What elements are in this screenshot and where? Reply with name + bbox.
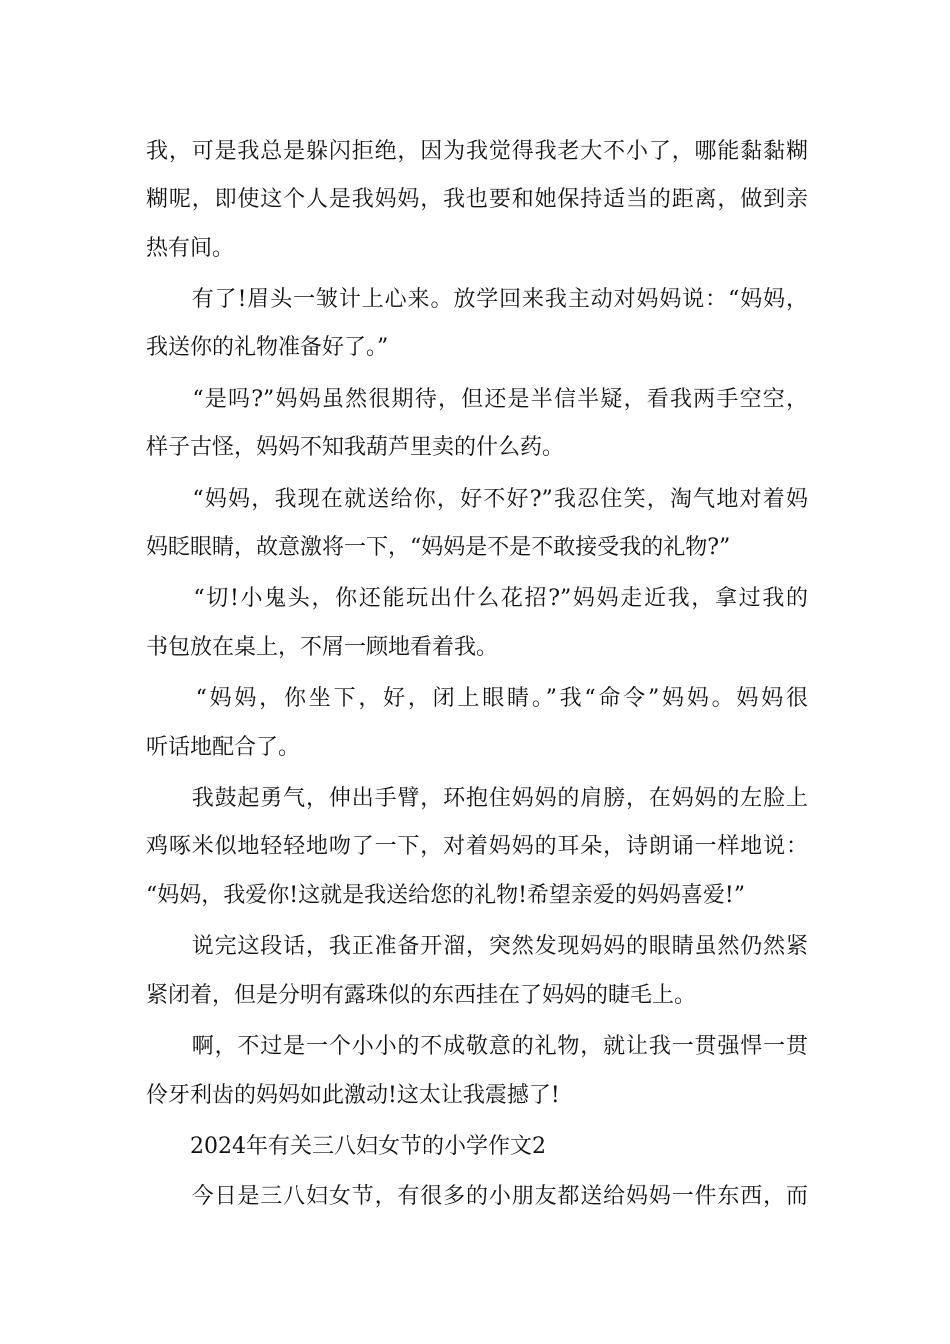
text-line: 今日是三八妇女节，有很多的小朋友都送给妈妈一件东西，而 — [146, 1184, 808, 1209]
text-line: 鸡啄米似地轻轻地吻了一下，对着妈妈的耳朵，诗朗诵一样地说： — [146, 834, 808, 859]
text-line: “是吗?”妈妈虽然很期待，但还是半信半疑，看我两手空空， — [146, 387, 808, 412]
text-line: 糊呢，即使这个人是我妈妈，我也要和她保持适当的距离，做到亲 — [146, 187, 808, 212]
text-line: 紧闭着，但是分明有露珠似的东西挂在了妈妈的睫毛上。 — [146, 983, 697, 1008]
text-line: 样子古怪，妈妈不知我葫芦里卖的什么药。 — [146, 435, 565, 460]
text-line: 书包放在桌上，不屑一顾地看着我。 — [146, 635, 499, 660]
text-line: 伶牙利齿的妈妈如此激动!这太让我震撼了! — [146, 1083, 560, 1108]
section-heading: 2024年有关三八妇女节的小学作文2 — [146, 1134, 546, 1159]
text-line: “妈妈，我现在就送给你，好不好?”我忍住笑，淘气地对着妈 — [146, 487, 808, 512]
text-line: 有了!眉头一皱计上心来。放学回来我主动对妈妈说：“妈妈， — [146, 287, 808, 312]
text-line: “妈妈，你坐下，好，闭上眼睛。”我“命令”妈妈。妈妈很 — [146, 686, 808, 711]
text-line: 热有间。 — [146, 236, 235, 261]
text-line: 我送你的礼物准备好了。” — [146, 335, 389, 360]
text-line: 说完这段话，我正准备开溜，突然发现妈妈的眼睛虽然仍然紧 — [146, 934, 808, 959]
text-line: 妈眨眼睛，故意激将一下，“妈妈是不是不敢接受我的礼物?” — [146, 535, 731, 560]
text-line: “切!小鬼头，你还能玩出什么花招?”妈妈走近我，拿过我的 — [146, 586, 808, 611]
text-line: 听话地配合了。 — [146, 735, 301, 760]
text-line: “妈妈，我爱你!这就是我送给您的礼物!希望亲爱的妈妈喜爱!” — [146, 883, 746, 908]
text-line: 啊，不过是一个小小的不成敬意的礼物，就让我一贯强悍一贯 — [146, 1034, 808, 1059]
text-line: 我鼓起勇气，伸出手臂，环抱住妈妈的肩膀，在妈妈的左脸上 — [146, 786, 808, 811]
text-line: 我，可是我总是躲闪拒绝，因为我觉得我老大不小了，哪能黏黏糊 — [146, 139, 808, 164]
